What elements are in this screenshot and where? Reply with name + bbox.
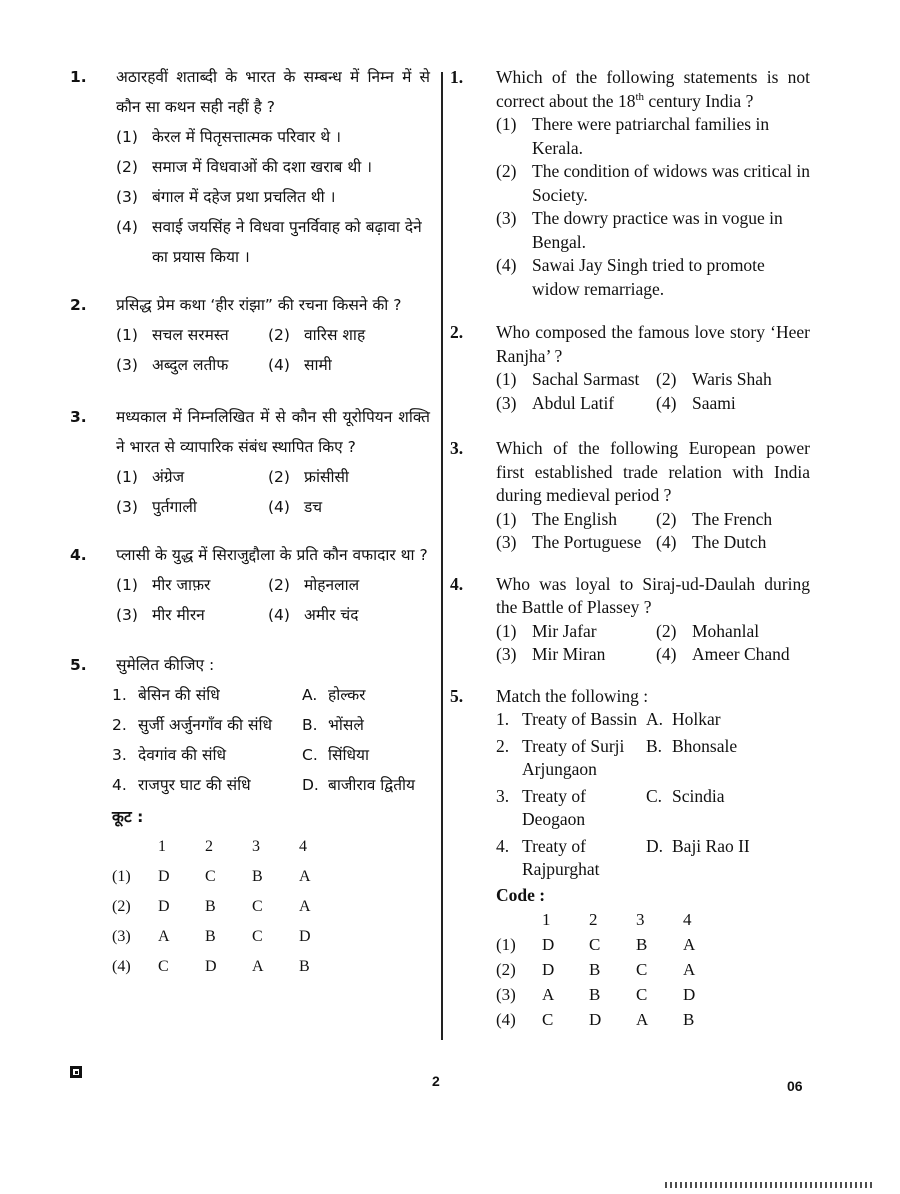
option: (3) The Portuguese bbox=[496, 532, 642, 552]
option: (4) अमीर चंद bbox=[268, 606, 359, 624]
english-question-5 bbox=[450, 685, 810, 1033]
option: (2) The French bbox=[656, 508, 773, 529]
match-right-item: A. Holkar bbox=[646, 709, 721, 729]
hindi-column bbox=[70, 62, 430, 982]
match-left-item: 1. बेसिन की संधि bbox=[112, 686, 220, 704]
hindi-question-5 bbox=[70, 650, 430, 982]
option: (4) Sawai Jay Singh tried to promote widow remarriage. bbox=[496, 255, 765, 299]
match-right-item: C. Scindia bbox=[646, 785, 725, 806]
question-number: 1. bbox=[70, 68, 87, 86]
option: (4) Ameer Chand bbox=[656, 644, 790, 664]
english-question-3 bbox=[450, 437, 810, 555]
option: (3) बंगाल में दहेज प्रथा प्रचलित थी । bbox=[116, 188, 336, 206]
code-row: (3) A B C D bbox=[112, 928, 311, 945]
option: (1) अंग्रेज bbox=[116, 468, 185, 486]
hindi-question-3 bbox=[70, 402, 430, 522]
code-row: (4) C D A B bbox=[496, 1009, 695, 1029]
question-stem: मध्यकाल में निम्नलिखित में से कौन सी यूरोपियन शक्ति ने भारत से व्यापारिक संबंध स्थापित किए ? bbox=[116, 408, 430, 456]
code-header-row: 1 2 3 4 bbox=[542, 909, 692, 929]
question-number: 2. bbox=[70, 296, 87, 314]
code-header-row: 1 2 3 4 bbox=[158, 838, 307, 855]
question-stem: Which of the following statements is not correct about the 18th century India ? bbox=[496, 67, 810, 111]
option: (3) पुर्तगाली bbox=[116, 498, 197, 516]
match-left-item: 2. सुर्जी अर्जुनगाँव की संधि bbox=[112, 716, 273, 734]
option: (3) Mir Miran bbox=[496, 644, 606, 664]
option: (1) सचल सरमस्त bbox=[116, 326, 229, 344]
option: (2) The condition of widows was critical in Society. bbox=[496, 161, 810, 205]
options-grid bbox=[496, 368, 810, 415]
option: (2) वारिस शाह bbox=[268, 326, 366, 344]
match-left-item: 2. Treaty of Surji Arjungaon bbox=[496, 735, 625, 779]
question-stem: Which of the following European power first established trade relation with India during medieval period ? bbox=[496, 438, 810, 505]
question-number: 5. bbox=[450, 685, 464, 706]
english-question-2 bbox=[450, 321, 810, 415]
match-right-item: B. Bhonsale bbox=[646, 735, 738, 756]
option: (4) डच bbox=[268, 498, 323, 516]
question-number: 2. bbox=[450, 322, 464, 342]
hindi-question-2 bbox=[70, 290, 430, 380]
match-right-item: A. होल्कर bbox=[302, 686, 366, 704]
hindi-question-1 bbox=[70, 62, 430, 272]
question-number: 4. bbox=[70, 546, 87, 564]
question-stem: अठारहवीं शताब्दी के भारत के सम्बन्ध में निम्न में से कौन सा कथन सही नहीं है ? bbox=[116, 68, 430, 116]
hindi-question-4 bbox=[70, 540, 430, 630]
match-left-item: 1. Treaty of Bassin bbox=[496, 709, 638, 729]
code-row: (1) D C B A bbox=[496, 934, 696, 954]
option: (2) मोहनलाल bbox=[268, 576, 360, 594]
option: (1) The English bbox=[496, 508, 618, 529]
scan-artifact bbox=[665, 1182, 875, 1188]
option: (2) फ्रांसीसी bbox=[268, 468, 349, 486]
question-number: 3. bbox=[450, 438, 464, 458]
english-column bbox=[450, 66, 810, 1032]
question-number: 3. bbox=[70, 408, 87, 426]
option: (2) Mohanlal bbox=[656, 620, 760, 641]
option: (2) Waris Shah bbox=[656, 369, 772, 389]
code-row: (4) C D A B bbox=[112, 958, 310, 975]
code-label: कूट : bbox=[112, 808, 144, 826]
option: (1) केरल में पितृसत्तात्मक परिवार थे । bbox=[116, 128, 341, 146]
code-row: (2) D B C A bbox=[112, 898, 311, 915]
option: (1) There were patriarchal families in Kerala. bbox=[496, 114, 770, 158]
option: (4) The Dutch bbox=[656, 532, 767, 552]
question-number: 4. bbox=[450, 573, 464, 594]
match-left-item: 3. देवगांव की संधि bbox=[112, 746, 227, 764]
option: (3) मीर मीरन bbox=[116, 606, 205, 624]
option: (4) सवाई जयसिंह ने विधवा पुनर्विवाह को बढ़ावा देने का प्रयास किया । bbox=[116, 218, 422, 266]
registration-mark-icon bbox=[70, 1066, 82, 1078]
option: (3) Abdul Latif bbox=[496, 392, 615, 413]
question-number: 1. bbox=[450, 67, 464, 87]
code-table bbox=[112, 832, 346, 982]
options-grid bbox=[116, 320, 430, 380]
option: (1) Mir Jafar bbox=[496, 620, 597, 641]
code-row: (1) D C B A bbox=[112, 868, 311, 885]
options-grid bbox=[496, 620, 810, 667]
options-grid bbox=[116, 570, 430, 630]
match-list bbox=[112, 680, 430, 800]
question-number: 5. bbox=[70, 656, 87, 674]
option: (3) The dowry practice was in vogue in Bengal. bbox=[496, 208, 783, 252]
column-divider bbox=[441, 72, 443, 1040]
english-question-4 bbox=[450, 573, 810, 667]
match-right-item: D. Baji Rao II bbox=[646, 835, 750, 856]
match-right-item: B. भोंसले bbox=[302, 716, 364, 734]
question-stem: Match the following : bbox=[496, 685, 649, 706]
question-stem: प्लासी के युद्ध में सिराजुद्दौला के प्रति कौन वफादार था ? bbox=[116, 546, 428, 564]
options-grid bbox=[496, 508, 810, 555]
english-question-1 bbox=[450, 66, 810, 301]
option: (1) मीर जाफ़र bbox=[116, 576, 211, 594]
question-stem: प्रसिद्ध प्रेम कथा ‘हीर रांझा” की रचना किसने की ? bbox=[116, 296, 402, 314]
question-stem: Who was loyal to Siraj-ud-Daulah during the Battle of Plassey ? bbox=[496, 573, 810, 617]
option: (4) Saami bbox=[656, 392, 736, 413]
code-label: Code : bbox=[496, 884, 546, 905]
option: (1) Sachal Sarmast bbox=[496, 369, 640, 389]
match-left-item: 4. Treaty of Rajpurghat bbox=[496, 835, 600, 879]
question-stem: Who composed the famous love story ‘Heer Ranjha’ ? bbox=[496, 322, 810, 366]
options-grid bbox=[116, 462, 430, 522]
booklet-code: 06 bbox=[787, 1078, 803, 1094]
match-list bbox=[496, 708, 810, 882]
match-left-item: 4. राजपुर घाट की संधि bbox=[112, 776, 251, 794]
option: (3) अब्दुल लतीफ bbox=[116, 356, 229, 374]
question-stem: सुमेलित कीजिए : bbox=[116, 656, 215, 674]
code-table bbox=[496, 907, 730, 1032]
page-number: 2 bbox=[432, 1073, 440, 1089]
option: (4) सामी bbox=[268, 356, 332, 374]
match-left-item: 3. Treaty of Deogaon bbox=[496, 785, 587, 829]
option: (2) समाज में विधवाओं की दशा खराब थी । bbox=[116, 158, 373, 176]
code-row: (3) A B C D bbox=[496, 984, 696, 1004]
match-right-item: D. बाजीराव द्वितीय bbox=[302, 776, 416, 794]
match-right-item: C. सिंधिया bbox=[302, 746, 370, 764]
code-row: (2) D B C A bbox=[496, 959, 696, 979]
